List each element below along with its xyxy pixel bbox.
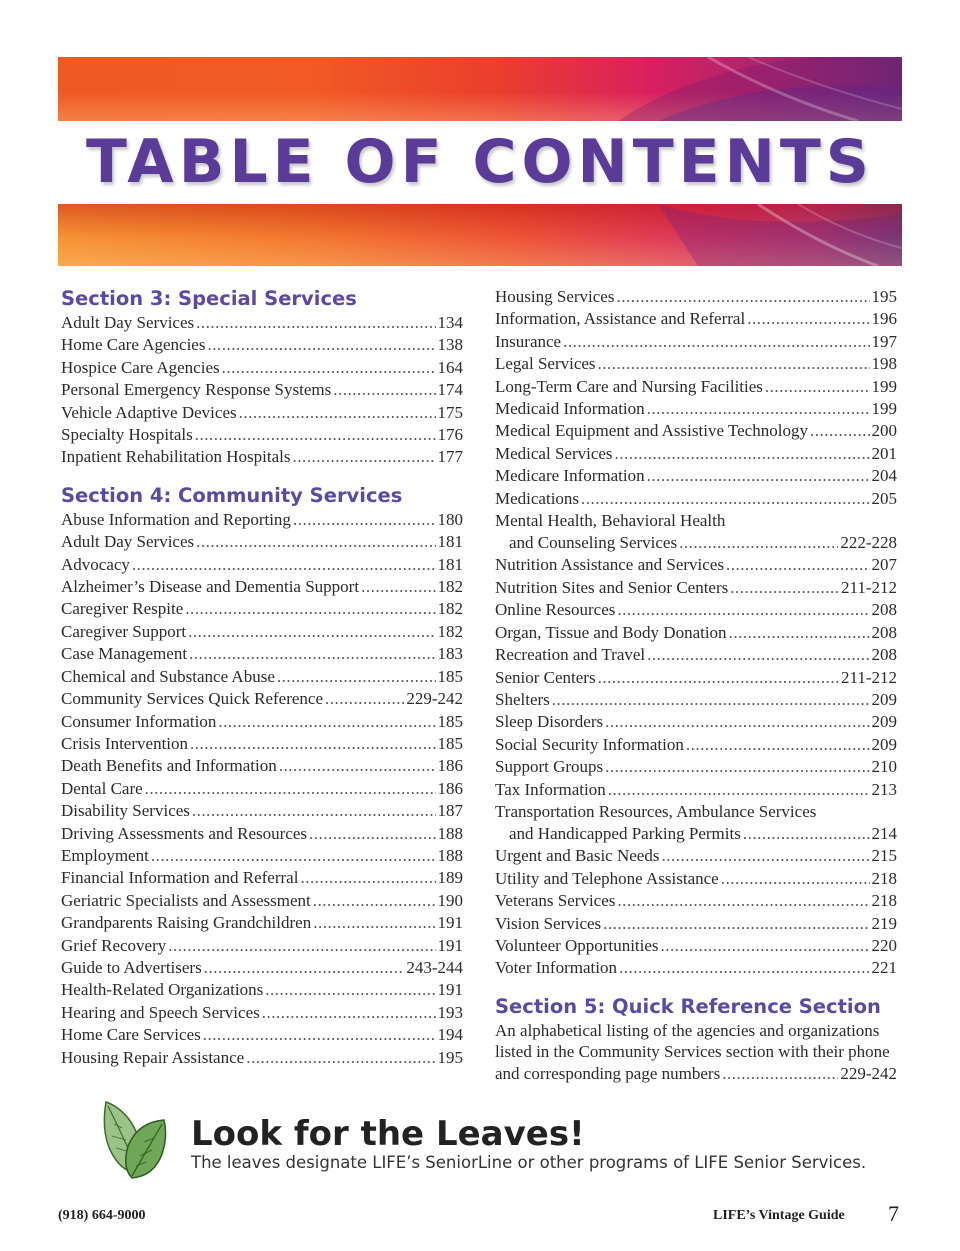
entry-page: 188 xyxy=(437,823,463,843)
entry-page: 214 xyxy=(871,823,897,843)
entry-page: 198 xyxy=(871,354,897,374)
toc-entry[interactable] xyxy=(61,912,463,934)
dot-leader xyxy=(647,644,869,666)
entry-label: Driving Assessments and Resources xyxy=(61,823,308,843)
entry-label: Support Groups xyxy=(495,757,604,777)
dot-leader xyxy=(207,334,435,356)
dot-leader xyxy=(145,778,436,800)
entry-page: 200 xyxy=(871,421,897,441)
toc-entry[interactable] xyxy=(61,755,463,777)
footer-phone: (918) 664-9000 xyxy=(58,1208,146,1223)
dot-leader xyxy=(615,443,870,465)
dot-leader xyxy=(581,488,869,510)
entry-label: Community Services Quick Reference xyxy=(61,689,324,709)
entry-label: Consumer Information xyxy=(61,711,217,731)
entry-label: Urgent and Basic Needs xyxy=(495,846,660,866)
toc-entry[interactable] xyxy=(61,800,463,822)
toc-entry[interactable] xyxy=(495,667,897,689)
entry-label: Vision Services xyxy=(495,913,602,933)
toc-entry[interactable] xyxy=(61,598,463,620)
entry-page: 197 xyxy=(871,331,897,351)
entry-label: Medical Services xyxy=(495,443,613,463)
dot-leader xyxy=(195,424,436,446)
dot-leader xyxy=(246,1047,435,1069)
entry-label: Adult Day Services xyxy=(61,532,195,552)
entry-label: Employment xyxy=(61,845,149,865)
entry-label: Hospice Care Agencies xyxy=(61,357,220,377)
entry-page: 209 xyxy=(871,689,897,709)
entry-page: 199 xyxy=(871,376,897,396)
toc-entry[interactable] xyxy=(495,577,897,599)
entry-label: Crisis Intervention xyxy=(61,733,189,753)
entry-label: Adult Day Services xyxy=(61,313,195,332)
dot-leader xyxy=(726,554,870,576)
entry-page: 182 xyxy=(437,599,463,619)
dot-leader xyxy=(262,1002,436,1024)
toc-entry[interactable] xyxy=(61,621,463,643)
entry-label: Medicare Information xyxy=(495,466,645,486)
entry-label: Voter Information xyxy=(495,958,617,978)
entry-label: Recreation and Travel xyxy=(495,645,646,665)
dot-leader xyxy=(552,689,870,711)
dot-leader xyxy=(617,599,869,621)
dot-leader xyxy=(313,890,436,912)
entry-label: Sleep Disorders xyxy=(495,712,604,732)
toc-entry[interactable] xyxy=(61,957,463,979)
entry-label: Caregiver Support xyxy=(61,621,187,641)
entry-page: 220 xyxy=(871,935,897,955)
entry-page: 218 xyxy=(871,891,897,911)
toc-entry[interactable] xyxy=(495,353,897,375)
toc-entry[interactable] xyxy=(495,957,897,979)
entry-page: 204 xyxy=(871,466,897,486)
entry-label: Housing Repair Assistance xyxy=(61,1047,245,1067)
entry-label: Advocacy xyxy=(61,554,130,574)
dot-leader xyxy=(743,823,870,845)
entry-page: 218 xyxy=(871,868,897,888)
entry-label: Medications xyxy=(495,488,580,508)
entry-label: Grief Recovery xyxy=(61,935,167,955)
entry-label: Organ, Tissue and Body Donation xyxy=(495,622,727,642)
toc-entry[interactable] xyxy=(495,622,897,644)
entry-page: 183 xyxy=(437,644,463,664)
entry-page: 175 xyxy=(437,402,463,422)
dot-leader xyxy=(747,308,869,330)
dot-leader xyxy=(239,402,436,424)
entry-label: Nutrition Assistance and Services xyxy=(495,555,724,575)
leaves-title: Look for the Leaves! xyxy=(191,1114,585,1154)
dot-leader xyxy=(277,666,436,688)
entry-page: 229-242 xyxy=(840,1063,897,1083)
entry-page: 222-228 xyxy=(840,533,897,553)
entry-label: and Counseling Services xyxy=(509,533,678,553)
toc-entry[interactable] xyxy=(61,935,463,957)
dot-leader xyxy=(721,868,870,890)
toc-entry[interactable] xyxy=(495,913,897,935)
toc-entry[interactable] xyxy=(61,979,463,1001)
entry-label: Social Security Information xyxy=(495,734,684,754)
entry-page: 180 xyxy=(437,509,463,529)
toc-entry[interactable] xyxy=(61,890,463,912)
entry-page: 229-242 xyxy=(406,689,463,709)
toc-entry[interactable] xyxy=(495,890,897,912)
entry-page: 205 xyxy=(871,488,897,508)
toc-entry[interactable] xyxy=(495,532,897,554)
entry-label: Online Resources xyxy=(495,600,616,620)
dot-leader xyxy=(598,667,839,689)
toc-entry[interactable] xyxy=(61,688,463,710)
toc-entry[interactable] xyxy=(495,308,897,330)
entry-page: 208 xyxy=(871,600,897,620)
toc-entry[interactable] xyxy=(61,845,463,867)
dot-leader xyxy=(196,531,435,553)
dot-leader xyxy=(661,935,870,957)
entry-label: Medical Equipment and Assistive Technology xyxy=(495,421,808,441)
toc-entry[interactable] xyxy=(495,420,897,442)
entry-label: Legal Services xyxy=(495,354,596,374)
toc-entry[interactable] xyxy=(61,334,463,356)
dot-leader xyxy=(605,711,869,733)
dot-leader xyxy=(309,823,435,845)
dot-leader xyxy=(679,532,838,554)
dot-leader xyxy=(293,509,436,531)
toc-entry[interactable] xyxy=(61,446,463,468)
section-gap xyxy=(61,469,463,483)
dot-leader xyxy=(168,935,435,957)
dot-leader xyxy=(605,756,869,778)
entry-label: Death Benefits and Information xyxy=(61,756,277,776)
dot-leader xyxy=(190,733,435,755)
entry-label: Grandparents Raising Grandchildren xyxy=(61,913,312,933)
entry-label: Dental Care xyxy=(61,778,143,798)
toc-entry-first-line[interactable]: Mental Health, Behavioral Health xyxy=(495,511,726,531)
entry-page: 187 xyxy=(437,801,463,821)
toc-entry[interactable] xyxy=(495,488,897,510)
toc-entry[interactable] xyxy=(61,531,463,553)
dot-leader xyxy=(265,979,435,1001)
dot-leader xyxy=(647,398,870,420)
dot-leader xyxy=(279,755,436,777)
toc-entry[interactable] xyxy=(61,576,463,598)
toc-entry[interactable] xyxy=(61,1047,463,1069)
entry-page: 177 xyxy=(437,447,463,467)
entry-label: Personal Emergency Response Systems xyxy=(61,380,332,400)
dot-leader xyxy=(603,913,869,935)
leaves-subtitle: The leaves designate LIFE’s SeniorLine or other programs of LIFE Senior Services. xyxy=(191,1153,867,1172)
entry-page: 211-212 xyxy=(840,577,897,597)
entry-page: 134 xyxy=(437,313,463,332)
toc-entry[interactable] xyxy=(495,845,897,867)
entry-page: 188 xyxy=(437,845,463,865)
entry-label: Disability Services xyxy=(61,801,190,821)
entry-label: Caregiver Respite xyxy=(61,599,184,619)
toc-entry[interactable] xyxy=(495,443,897,465)
toc-entry[interactable] xyxy=(61,312,463,334)
entry-label: Medicaid Information xyxy=(495,399,645,419)
entry-label: Alzheimer’s Disease and Dementia Support xyxy=(61,577,360,597)
entry-page: 190 xyxy=(437,890,463,910)
toc-left-column xyxy=(61,286,463,1069)
header-band-top xyxy=(58,57,902,121)
toc-entry[interactable] xyxy=(495,465,897,487)
toc-entry[interactable] xyxy=(495,689,897,711)
dot-leader xyxy=(313,912,435,934)
entry-label: Insurance xyxy=(495,331,562,351)
toc-entry[interactable] xyxy=(61,733,463,755)
entry-page: 189 xyxy=(437,868,463,888)
entry-page: 209 xyxy=(871,712,897,732)
dot-leader xyxy=(563,331,869,353)
entry-page: 185 xyxy=(437,666,463,686)
toc-entry[interactable] xyxy=(61,402,463,424)
toc-right-column xyxy=(495,286,897,1085)
toc-entry[interactable] xyxy=(61,666,463,688)
entry-page: 185 xyxy=(437,733,463,753)
toc-entry[interactable] xyxy=(495,398,897,420)
page-number: 7 xyxy=(888,1201,899,1226)
entry-page: 138 xyxy=(437,335,463,355)
toc-entry[interactable] xyxy=(495,286,897,308)
entry-label: Shelters xyxy=(495,689,550,709)
entry-page: 182 xyxy=(437,577,463,597)
dot-leader xyxy=(361,576,435,598)
toc-entry[interactable] xyxy=(495,734,897,756)
section-3-heading: Section 3: Special Services xyxy=(61,287,357,310)
entry-label: Senior Centers xyxy=(495,667,596,687)
entry-page: 201 xyxy=(871,443,897,463)
entry-label: Tax Information xyxy=(495,779,606,799)
entry-page: 208 xyxy=(871,645,897,665)
entry-page: 194 xyxy=(437,1025,463,1045)
entry-page: 164 xyxy=(437,357,463,377)
toc-entry[interactable] xyxy=(61,823,463,845)
toc-entry[interactable] xyxy=(495,756,897,778)
toc-entry[interactable] xyxy=(61,379,463,401)
toc-entry[interactable] xyxy=(495,823,897,845)
entry-label: Geriatric Specialists and Assessment xyxy=(61,890,311,910)
toc-entry[interactable] xyxy=(495,554,897,576)
dot-leader xyxy=(686,734,870,756)
dot-leader xyxy=(192,800,436,822)
toc-entry[interactable] xyxy=(61,1002,463,1024)
dot-leader xyxy=(196,312,435,334)
entry-label: Vehicle Adaptive Devices xyxy=(61,402,237,422)
entry-page: 209 xyxy=(871,734,897,754)
entry-label: Veterans Services xyxy=(495,891,616,911)
dot-leader xyxy=(325,688,404,710)
leaf-icon xyxy=(98,1098,170,1182)
dot-leader xyxy=(188,621,435,643)
dot-leader xyxy=(730,577,839,599)
section-5-description-line: listed in the Community Services section with their phone xyxy=(495,1042,890,1062)
page-title: TABLE OF CONTENTS xyxy=(86,127,874,197)
header-band-swirl xyxy=(58,57,902,121)
section-5-page-entry[interactable] xyxy=(495,1063,897,1085)
entry-page: 207 xyxy=(871,555,897,575)
entry-page: 182 xyxy=(437,621,463,641)
section-5-description-line: An alphabetical listing of the agencies and organizations xyxy=(495,1020,880,1040)
section-3-list xyxy=(61,312,463,469)
toc-entry[interactable] xyxy=(61,1024,463,1046)
dot-leader xyxy=(722,1063,838,1085)
section-4-list xyxy=(61,509,463,1069)
entry-label: and corresponding page numbers xyxy=(495,1063,721,1083)
dot-leader xyxy=(292,446,435,468)
toc-entry[interactable] xyxy=(495,599,897,621)
header-band-bottom-swirl xyxy=(58,204,902,266)
entry-page: 221 xyxy=(871,958,897,978)
dot-leader xyxy=(204,957,405,979)
dot-leader xyxy=(617,890,869,912)
entry-page: 186 xyxy=(437,756,463,776)
entry-page: 213 xyxy=(871,779,897,799)
dot-leader xyxy=(765,376,870,398)
toc-entry[interactable] xyxy=(61,711,463,733)
toc-entry[interactable] xyxy=(495,779,897,801)
entry-page: 219 xyxy=(871,913,897,933)
entry-label: Financial Information and Referral xyxy=(61,868,299,888)
entry-label: Volunteer Opportunities xyxy=(495,935,659,955)
section-gap xyxy=(495,980,897,994)
dot-leader xyxy=(132,554,436,576)
entry-label: Case Management xyxy=(61,644,188,664)
entry-page: 191 xyxy=(437,935,463,955)
entry-page: 195 xyxy=(871,287,897,306)
entry-label: Health-Related Organizations xyxy=(61,980,264,1000)
entry-label: Abuse Information and Reporting xyxy=(61,509,291,529)
dot-leader xyxy=(203,1024,436,1046)
dot-leader xyxy=(608,779,870,801)
toc-entry[interactable] xyxy=(61,778,463,800)
toc-entry[interactable] xyxy=(495,376,897,398)
entry-label: Home Care Services xyxy=(61,1025,201,1045)
entry-page: 215 xyxy=(871,846,897,866)
toc-entry[interactable] xyxy=(495,935,897,957)
entry-page: 174 xyxy=(437,380,463,400)
entry-page: 185 xyxy=(437,711,463,731)
entry-label: Specialty Hospitals xyxy=(61,425,193,445)
entry-page: 193 xyxy=(437,1002,463,1022)
entry-page: 210 xyxy=(871,757,897,777)
entry-label: Long-Term Care and Nursing Facilities xyxy=(495,376,763,396)
toc-entry[interactable] xyxy=(61,643,463,665)
entry-page: 195 xyxy=(437,1047,463,1067)
toc-entry[interactable] xyxy=(61,554,463,576)
toc-entry[interactable] xyxy=(495,711,897,733)
entry-label: Housing Services xyxy=(495,287,615,306)
entry-label: Nutrition Sites and Senior Centers xyxy=(495,577,729,597)
dot-leader xyxy=(729,622,870,644)
toc-entry[interactable] xyxy=(495,644,897,666)
entry-page: 181 xyxy=(437,554,463,574)
toc-entry[interactable] xyxy=(61,509,463,531)
dot-leader xyxy=(218,711,435,733)
dot-leader xyxy=(151,845,436,867)
dot-leader xyxy=(647,465,870,487)
entry-page: 208 xyxy=(871,622,897,642)
section-4-heading: Section 4: Community Services xyxy=(61,483,403,507)
toc-entry[interactable] xyxy=(495,331,897,353)
entry-page: 191 xyxy=(437,980,463,1000)
entry-page: 243-244 xyxy=(406,957,463,977)
toc-entry[interactable] xyxy=(61,357,463,379)
entry-label: Home Care Agencies xyxy=(61,335,206,355)
entry-label: Inpatient Rehabilitation Hospitals xyxy=(61,447,291,467)
dot-leader xyxy=(189,643,435,665)
dot-leader xyxy=(333,379,435,401)
entry-label: Information, Assistance and Referral xyxy=(495,309,746,329)
entry-label: and Handicapped Parking Permits xyxy=(509,823,741,843)
entry-page: 176 xyxy=(437,425,463,445)
entry-page: 181 xyxy=(437,532,463,552)
entry-label: Hearing and Speech Services xyxy=(61,1002,260,1022)
entry-label: Chemical and Substance Abuse xyxy=(61,666,275,686)
entry-page: 199 xyxy=(871,399,897,419)
entry-label: Guide to Advertisers xyxy=(61,957,202,977)
dot-leader xyxy=(810,420,870,442)
toc-entry[interactable] xyxy=(61,424,463,446)
dot-leader xyxy=(185,598,435,620)
section-4-continued-list xyxy=(495,286,897,980)
header-band-bottom xyxy=(58,204,902,266)
dot-leader xyxy=(222,357,436,379)
dot-leader xyxy=(300,867,435,889)
toc-entry[interactable] xyxy=(495,868,897,890)
entry-page: 186 xyxy=(437,778,463,798)
toc-entry[interactable] xyxy=(61,867,463,889)
entry-page: 196 xyxy=(871,309,897,329)
entry-label: Utility and Telephone Assistance xyxy=(495,868,719,888)
toc-entry-first-line[interactable]: Transportation Resources, Ambulance Services xyxy=(495,801,817,821)
dot-leader xyxy=(598,353,870,375)
section-5-heading: Section 5: Quick Reference Section xyxy=(495,994,881,1018)
dot-leader xyxy=(661,845,869,867)
dot-leader xyxy=(616,286,869,308)
footer-guide-title: LIFE’s Vintage Guide xyxy=(713,1208,845,1223)
dot-leader xyxy=(619,957,870,979)
entry-page: 191 xyxy=(437,913,463,933)
entry-page: 211-212 xyxy=(840,667,897,687)
